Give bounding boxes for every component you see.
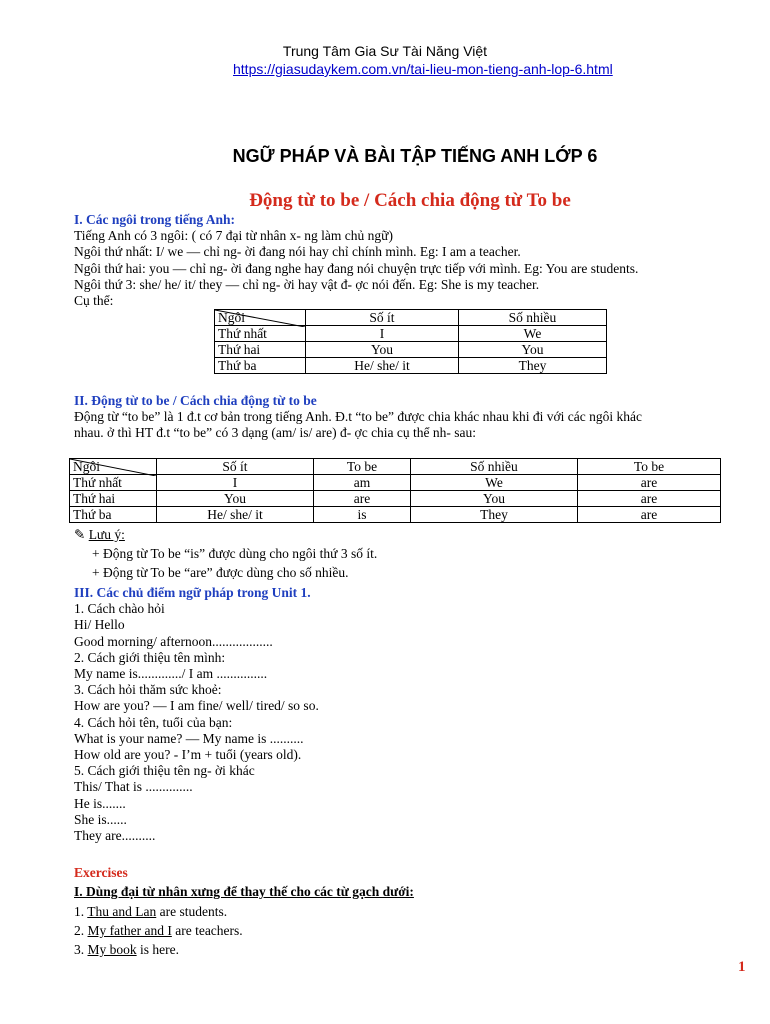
to-be-table (69, 458, 721, 523)
table-row (215, 358, 607, 374)
section-3-line: How old are you? - I’m + tuổi (years old). (74, 747, 302, 763)
table-row (70, 491, 721, 507)
diagonal-line-icon (70, 459, 156, 476)
table-header-cell: Số nhiều (411, 459, 578, 475)
exercise-underlined-text: My father and I (87, 922, 172, 938)
table-cell: Thứ nhất (70, 475, 157, 491)
section-1-heading: I. Các ngôi trong tiếng Anh: (74, 212, 236, 227)
table-header-row (215, 310, 607, 326)
table-header-cell: Số ít (306, 310, 459, 326)
exercises-block (74, 863, 414, 959)
table-row (70, 507, 721, 523)
section-3-line: He is....... (74, 795, 126, 811)
exercise-item: 2. My father and I are teachers. (74, 922, 243, 938)
table-cell: I (157, 475, 314, 491)
section-1-line: Ngôi thứ nhất: I/ we — chỉ ng- ời đang nói hay chỉ chính mình. Eg: I am a teacher. (74, 244, 521, 260)
table-cell: We (459, 326, 607, 342)
note-label: Lưu ý: (88, 527, 125, 542)
table-cell: You (459, 342, 607, 358)
section-3-heading: III. Các chủ điểm ngữ pháp trong Unit 1. (74, 585, 311, 600)
section-3-line: 2. Cách giới thiệu tên mình: (74, 649, 226, 665)
table-header-cell: To be (314, 459, 411, 475)
diagonal-line-icon (215, 310, 305, 327)
table-cell: are (578, 491, 721, 507)
exercises-label: Exercises (74, 865, 128, 880)
section-3-line: 3. Cách hỏi thăm sức khoẻ: (74, 682, 222, 698)
table-cell: are (314, 491, 411, 507)
section-1-line: Ngôi thứ hai: you — chỉ ng- ời đang nghe hay đang nói chuyện trực tiếp với mình. Eg: You are students. (74, 260, 639, 276)
table-cell: I (306, 326, 459, 342)
table-cell: Thứ hai (70, 491, 157, 507)
table-header-cell: Số nhiều (459, 310, 607, 326)
table-cell: Thứ hai (215, 342, 306, 358)
section-2-heading: II. Động từ to be / Cách chia động từ to be (74, 393, 317, 408)
table-cell: He/ she/ it (306, 358, 459, 374)
exercises-heading: I. Dùng đại từ nhân xưng để thay thế cho các từ gạch dưới: (74, 884, 414, 900)
table-cell: They (459, 358, 607, 374)
section-3-line: They are.......... (74, 828, 156, 844)
exercise-underlined-text: My book (87, 942, 137, 958)
table-header-cell: Ngôi (215, 310, 306, 326)
section-3-block (74, 585, 319, 844)
table-cell: We (411, 475, 578, 491)
section-2-block (74, 393, 642, 442)
header-center-name: Trung Tâm Gia Sư Tài Năng Việt (282, 43, 488, 59)
section-3-line: Good morning/ afternoon.................. (74, 633, 273, 649)
table-cell: They (411, 507, 578, 523)
table-cell: Thứ nhất (215, 326, 306, 342)
table-header-cell: Số ít (157, 459, 314, 475)
section-3-line: My name is............./ I am ............... (74, 666, 268, 682)
page-title: NGỮ PHÁP VÀ BÀI TẬP TIẾNG ANH LỚP 6 (232, 146, 598, 166)
table-row (70, 475, 721, 491)
section-1-line: Cụ thể: (74, 293, 114, 309)
section-1-line: Tiếng Anh có 3 ngôi: ( có 7 đại từ nhân x- ng làm chủ ngữ) (74, 228, 393, 244)
section-2-line: nhau. ở thì HT đ.t “to be” có 3 dạng (am/ is/ are) đ- ợc chia cụ thể nh- sau: (74, 425, 477, 441)
note-heading (74, 527, 377, 543)
pencil-icon: ✎ (74, 527, 86, 542)
table-cell: You (411, 491, 578, 507)
exercise-underlined-text: Thu and Lan (87, 903, 157, 919)
note-item: + Động từ To be “are” được dùng cho số nhiều. (92, 565, 349, 581)
table-row (215, 326, 607, 342)
exercise-item: 1. Thu and Lan are students. (74, 903, 228, 919)
table-cell: am (314, 475, 411, 491)
table-cell: He/ she/ it (157, 507, 314, 523)
section-3-line: 4. Cách hỏi tên, tuổi của bạn: (74, 714, 233, 730)
table-cell: Thứ ba (215, 358, 306, 374)
persons-table (214, 309, 607, 374)
note-item: + Động từ To be “is” được dùng cho ngôi thứ 3 số ít. (92, 546, 378, 562)
table-cell: is (314, 507, 411, 523)
note-block (74, 527, 377, 582)
table-header-cell: To be (578, 459, 721, 475)
section-3-line: She is...... (74, 811, 127, 827)
section-1-line: Ngôi thứ 3: she/ he/ it/ they — chỉ ng- ời hay vật đ- ợc nói đến. Eg: She is my teacher. (74, 276, 540, 292)
section-3-line: Hi/ Hello (74, 617, 125, 633)
section-2-line: Động từ “to be” là 1 đ.t cơ bản trong tiếng Anh. Đ.t “to be” được chia khác nhau khi đi với các ngôi khác (74, 409, 643, 425)
table-header-cell: Ngôi (70, 459, 157, 475)
page-number: 1 (738, 959, 746, 975)
table-cell: You (157, 491, 314, 507)
page-subtitle: Động từ to be / Cách chia động từ To be (249, 190, 571, 211)
exercise-item: 3. My book is here. (74, 942, 179, 958)
table-cell: You (306, 342, 459, 358)
table-row (215, 342, 607, 358)
section-3-line: 5. Cách giới thiệu tên ng- ời khác (74, 763, 255, 779)
table-cell: are (578, 475, 721, 491)
header-url-link[interactable]: https://giasudaykem.com.vn/tai-lieu-mon-tieng-anh-lop-6.html (233, 61, 613, 77)
table-cell: are (578, 507, 721, 523)
section-3-line: 1. Cách chào hỏi (74, 601, 165, 617)
section-3-line: This/ That is .............. (74, 779, 193, 795)
section-1-block (74, 212, 638, 309)
table-header-row (70, 459, 721, 475)
section-3-line: How are you? — I am fine/ well/ tired/ so so. (74, 698, 319, 714)
table-cell: Thứ ba (70, 507, 157, 523)
section-3-line: What is your name? — My name is .......... (74, 730, 304, 746)
